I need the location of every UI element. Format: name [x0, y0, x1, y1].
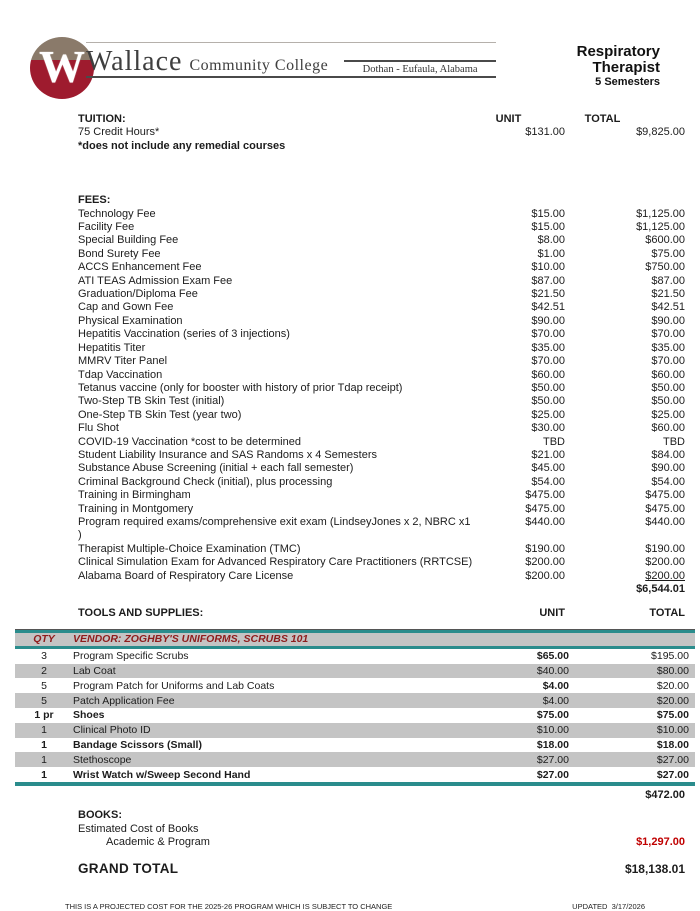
fees-section-label: FEES: [78, 194, 111, 207]
fee-total-cost: $70.00 [651, 355, 685, 368]
fee-total-cost: $50.00 [651, 395, 685, 408]
fees-subtotal-row [78, 583, 690, 596]
fee-row [78, 570, 690, 583]
fee-unit-cost: $200.00 [525, 556, 565, 569]
fee-description: One-Step TB Skin Test (year two) [78, 408, 242, 421]
fee-unit-cost: $60.00 [531, 368, 565, 381]
tool-quantity: 5 [41, 694, 47, 707]
fee-unit-cost: $200.00 [525, 569, 565, 582]
tool-description: Wrist Watch w/Sweep Second Hand [73, 768, 251, 781]
grand-total-label: GRAND TOTAL [78, 860, 179, 876]
books-line1-row [78, 823, 690, 836]
fee-unit-cost: $87.00 [531, 274, 565, 287]
fee-total-cost: $200.00 [645, 556, 685, 569]
fees-rows [78, 208, 690, 583]
fee-row [78, 489, 690, 502]
tools-table [15, 629, 695, 786]
tool-unit-cost: $10.00 [536, 724, 569, 737]
fee-unit-cost: $50.00 [531, 381, 565, 394]
fee-row [78, 275, 690, 288]
tool-row [15, 708, 695, 723]
grand-total-row [78, 862, 690, 876]
fee-description: Special Building Fee [78, 234, 179, 247]
program-title-block [577, 44, 660, 88]
footer-updated-date: UPDATED 3/17/2026 [572, 902, 645, 911]
fee-total-cost: $600.00 [645, 234, 685, 247]
fee-row [78, 342, 690, 355]
tools-total-column-header: TOTAL [649, 607, 685, 620]
qty-column-header: QTY [33, 633, 55, 646]
tool-quantity: 1 [41, 724, 47, 737]
fee-total-cost: $75.00 [651, 247, 685, 260]
tool-row [15, 767, 695, 782]
tool-quantity: 3 [41, 650, 47, 663]
tool-unit-cost: $27.00 [536, 768, 569, 781]
tool-row [15, 664, 695, 679]
page-footer [0, 902, 700, 911]
fee-total-cost: $35.00 [651, 341, 685, 354]
fee-row [78, 234, 690, 247]
fee-row [78, 516, 690, 543]
fee-row [78, 556, 690, 569]
fee-row [78, 208, 690, 221]
fee-description: Two-Step TB Skin Test (initial) [78, 395, 225, 408]
fee-total-cost: $200.00 [645, 569, 685, 582]
tool-total-cost: $20.00 [656, 694, 689, 707]
program-title-line2: Therapist [592, 59, 660, 76]
fee-description: Flu Shot [78, 422, 119, 435]
fee-description: Training in Montgomery [78, 502, 194, 515]
fee-row [78, 288, 690, 301]
tool-description: Patch Application Fee [73, 694, 175, 707]
unit-column-header: UNIT [495, 113, 522, 125]
fee-description: Therapist Multiple-Choice Examination (TMC) [78, 542, 301, 555]
total-column-header: TOTAL [584, 113, 621, 125]
fee-description: 75 Credit Hours* [78, 126, 160, 139]
footer-disclaimer: THIS IS A PROJECTED COST FOR THE 2025-26 PROGRAM WHICH IS SUBJECT TO CHANGE [65, 902, 393, 911]
tools-unit-column-header: UNIT [539, 607, 565, 620]
tool-unit-cost: $27.00 [536, 753, 569, 766]
tool-total-cost: $195.00 [651, 650, 689, 663]
program-title-line1: Respiratory [576, 43, 660, 60]
fee-row [78, 422, 690, 435]
tool-row [15, 693, 695, 708]
tool-total-cost: $10.00 [656, 724, 689, 737]
fee-unit-cost: $54.00 [531, 475, 565, 488]
fee-total-cost: $60.00 [651, 368, 685, 381]
fee-total-cost: $54.00 [651, 475, 685, 488]
tool-description: Shoes [73, 709, 105, 722]
fee-unit-cost: $440.00 [525, 515, 565, 528]
books-amount: $1,297.00 [636, 836, 685, 849]
fee-unit-cost: $70.00 [531, 328, 565, 341]
fee-unit-cost: $42.51 [531, 301, 565, 314]
fee-total-cost: $1,125.00 [636, 207, 685, 220]
tool-row [15, 649, 695, 664]
fee-total-cost: $21.50 [651, 288, 685, 301]
fee-total-cost: $60.00 [651, 422, 685, 435]
fee-description: COVID-19 Vaccination *cost to be determined [78, 435, 301, 448]
tuition-header-row [78, 113, 690, 126]
fee-description: Student Liability Insurance and SAS Randoms x 4 Semesters [78, 448, 377, 461]
tools-subtotal-value: $472.00 [645, 788, 685, 801]
tuition-rows [78, 126, 690, 139]
fee-row [78, 436, 690, 449]
tool-row [15, 752, 695, 767]
fee-total-cost: $50.00 [651, 381, 685, 394]
tool-description: Lab Coat [73, 665, 116, 677]
fee-total-cost: $1,125.00 [636, 221, 685, 234]
tool-total-cost: $75.00 [656, 709, 689, 722]
fee-description: Facility Fee [78, 221, 135, 234]
tool-quantity: 1 [41, 753, 47, 766]
fee-unit-cost: $475.00 [525, 502, 565, 515]
fee-description: Hepatitis Titer [78, 341, 146, 354]
fee-unit-cost: $1.00 [537, 247, 565, 260]
college-name-suffix: Community College [189, 57, 329, 74]
fee-unit-cost: $70.00 [531, 355, 565, 368]
fee-row [78, 261, 690, 274]
fee-description: Graduation/Diploma Fee [78, 288, 198, 301]
college-logo [30, 37, 94, 99]
fee-unit-cost: $10.00 [531, 261, 565, 274]
fees-section [78, 194, 690, 596]
fee-row [78, 248, 690, 261]
fee-total-cost: $42.51 [651, 301, 685, 314]
tool-description: Clinical Photo ID [73, 724, 151, 737]
books-section-label: BOOKS: [78, 809, 122, 822]
tools-subtotal-row [78, 789, 690, 802]
tool-row [15, 738, 695, 753]
tool-unit-cost: $4.00 [542, 694, 569, 707]
tools-section [78, 607, 690, 620]
tool-quantity: 1 pr [34, 709, 54, 722]
tool-total-cost: $20.00 [656, 679, 689, 692]
fee-description: Cap and Gown Fee [78, 301, 174, 314]
tool-row [15, 723, 695, 738]
tools-header-row [78, 607, 690, 620]
fee-total-cost: $9,825.00 [636, 126, 685, 139]
fee-description: Technology Fee [78, 207, 156, 220]
fee-unit-cost: $131.00 [525, 126, 565, 139]
fee-description: Hepatitis Vaccination (series of 3 injections) [78, 328, 290, 341]
fee-row [78, 395, 690, 408]
fee-total-cost: $90.00 [651, 462, 685, 475]
tool-total-cost: $18.00 [656, 738, 689, 751]
fee-description: Physical Examination [78, 314, 183, 327]
fees-subtotal-value: $6,544.01 [636, 583, 685, 595]
fee-description: Criminal Background Check (initial), plus processing [78, 475, 333, 488]
fee-row [78, 476, 690, 489]
fee-description: Substance Abuse Screening (initial + each fall semester) [78, 462, 354, 475]
fees-header-row [78, 194, 690, 207]
fee-description: Training in Birmingham [78, 489, 191, 502]
tool-unit-cost: $65.00 [536, 650, 569, 663]
tool-quantity: 1 [41, 768, 47, 781]
books-category-label: Academic & Program [106, 836, 210, 849]
fee-row [78, 409, 690, 422]
tool-unit-cost: $4.00 [542, 679, 569, 692]
fee-description: Bond Surety Fee [78, 247, 161, 260]
fee-row [78, 355, 690, 368]
fee-total-cost: $70.00 [651, 328, 685, 341]
tool-total-cost: $27.00 [656, 753, 689, 766]
fee-row [78, 449, 690, 462]
fee-unit-cost: $21.50 [531, 288, 565, 301]
fee-unit-cost: $8.00 [537, 234, 565, 247]
logo-w-letter: W [39, 41, 85, 92]
program-subtitle: 5 Semesters [595, 76, 660, 88]
fee-unit-cost: $475.00 [525, 489, 565, 502]
fee-row [78, 503, 690, 516]
tool-total-cost: $80.00 [656, 665, 689, 677]
fee-unit-cost: $15.00 [531, 207, 565, 220]
tool-total-cost: $27.00 [656, 768, 689, 781]
vendor-header-row [15, 633, 695, 649]
college-name: Wallace [86, 46, 183, 77]
fee-total-cost: $25.00 [651, 408, 685, 421]
tuition-section [78, 113, 690, 153]
fee-total-cost: $87.00 [651, 274, 685, 287]
fee-row [78, 462, 690, 475]
tool-quantity: 5 [41, 679, 47, 692]
tool-quantity: 2 [41, 665, 47, 677]
header-top-rule [86, 42, 496, 43]
books-estimated-label: Estimated Cost of Books [78, 822, 199, 835]
fee-unit-cost: $35.00 [531, 341, 565, 354]
fee-row [78, 315, 690, 328]
fee-unit-cost: $190.00 [525, 542, 565, 555]
fee-row [78, 301, 690, 314]
fee-unit-cost: $21.00 [531, 448, 565, 461]
tool-quantity: 1 [41, 738, 47, 751]
books-section [78, 809, 690, 849]
fee-description: MMRV Titer Panel [78, 355, 168, 368]
fee-row [78, 369, 690, 382]
fee-description: Program required exams/comprehensive exit exam (LindseyJones x 2, NBRC x1 ) [78, 515, 471, 542]
tool-description: Stethoscope [73, 753, 132, 766]
tuition-section-label: TUITION: [78, 113, 126, 125]
fee-unit-cost: $90.00 [531, 314, 565, 327]
fee-total-cost: $475.00 [645, 489, 685, 502]
tool-description: Program Specific Scrubs [73, 650, 189, 663]
vendor-label: VENDOR: ZOGHBY'S UNIFORMS, SCRUBS 101 [73, 633, 309, 646]
tool-description: Bandage Scissors (Small) [73, 738, 202, 751]
fee-total-cost: $190.00 [645, 542, 685, 555]
grand-total-amount: $18,138.01 [624, 861, 685, 876]
fee-description: Clinical Simulation Exam for Advanced Respiratory Care Practitioners (RRTCSE) [78, 556, 473, 569]
tools-rows [15, 649, 695, 782]
masthead [0, 0, 700, 100]
fee-unit-cost: $45.00 [531, 462, 565, 475]
fee-description: Alabama Board of Respiratory Care License [78, 569, 294, 582]
fee-row [78, 126, 690, 139]
tool-description: Program Patch for Uniforms and Lab Coats [73, 679, 275, 692]
fee-total-cost: $475.00 [645, 502, 685, 515]
fee-description: Tetanus vaccine (only for booster with history of prior Tdap receipt) [78, 381, 403, 394]
fee-unit-cost: $30.00 [531, 422, 565, 435]
fee-total-cost: $750.00 [645, 261, 685, 274]
fee-row [78, 543, 690, 556]
fee-description: Tdap Vaccination [78, 368, 163, 381]
tuition-note: *does not include any remedial courses [78, 139, 286, 152]
fee-total-cost: $84.00 [651, 448, 685, 461]
tool-unit-cost: $40.00 [536, 665, 569, 677]
fee-row [78, 328, 690, 341]
tools-section-label: TOOLS AND SUPPLIES: [78, 607, 204, 620]
fee-unit-cost: $50.00 [531, 395, 565, 408]
books-header-row [78, 809, 690, 822]
tool-unit-cost: $18.00 [536, 738, 569, 751]
fee-unit-cost: TBD [543, 435, 565, 448]
tool-unit-cost: $75.00 [536, 709, 569, 722]
fee-row [78, 382, 690, 395]
fee-total-cost: TBD [663, 435, 685, 448]
fee-description: ATI TEAS Admission Exam Fee [78, 274, 233, 287]
tool-row [15, 678, 695, 693]
document-body [0, 113, 700, 876]
fee-row [78, 221, 690, 234]
fee-total-cost: $90.00 [651, 314, 685, 327]
fee-description: ACCS Enhancement Fee [78, 261, 202, 274]
fee-unit-cost: $15.00 [531, 221, 565, 234]
college-location: Dothan - Eufaula, Alabama [344, 60, 496, 75]
fee-total-cost: $440.00 [645, 515, 685, 528]
college-nameplate [86, 46, 496, 78]
fee-unit-cost: $25.00 [531, 408, 565, 421]
books-line2-row [78, 836, 690, 849]
